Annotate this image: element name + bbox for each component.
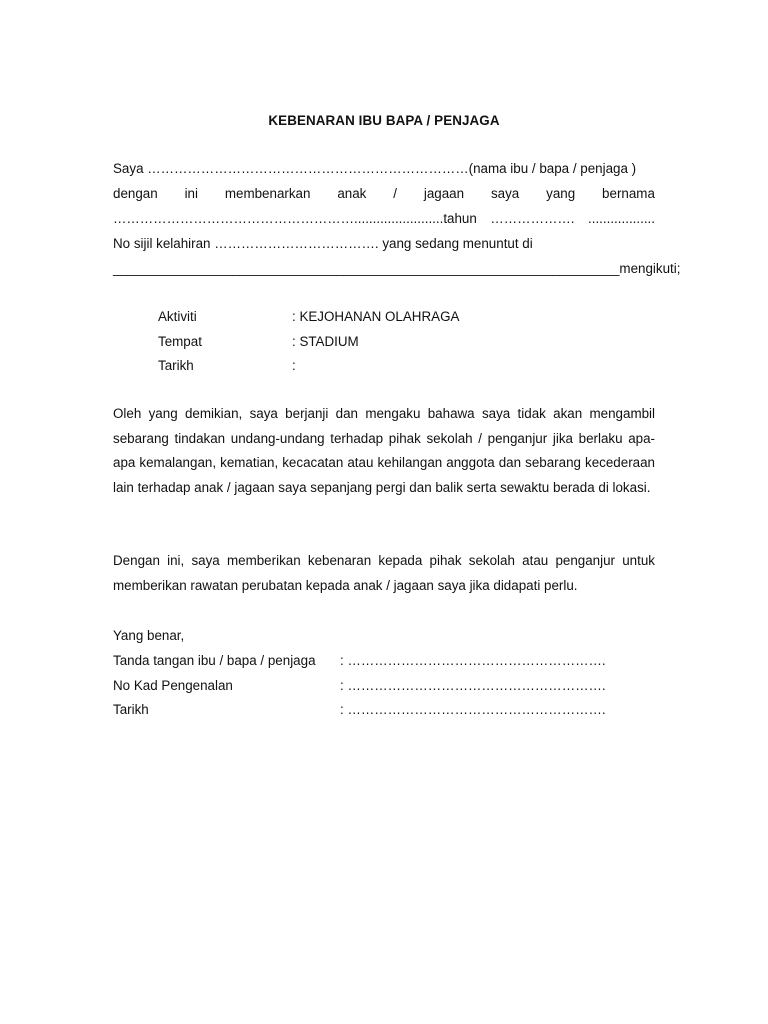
ic-number-blank: : …………………………………………………. xyxy=(340,678,606,693)
detail-value: : STADIUM xyxy=(292,334,359,349)
school-line-end: mengikuti; xyxy=(619,261,681,276)
liability-paragraph: Oleh yang demikian, saya berjanji dan mengaku bahawa saya tidak akan mengambil sebarang tindakan undang-undang terhadap pihak sekolah / penganjur jika berlaku apa-apa kemalangan, kematian, kecacatan atau kehilangan anggota dan sebarang kecederaan lain terhadap anak / jagaan saya sepanjang pergi dan balik serta sewaktu berada di lokasi. xyxy=(113,406,655,495)
school-blank: ____________________________________________________________________ xyxy=(113,261,620,276)
child-name-blank: ………………………………………………........................tahun xyxy=(113,211,477,226)
consent-word: ini xyxy=(184,186,198,201)
consent-word: membenarkan xyxy=(224,186,311,201)
detail-value: : xyxy=(292,358,296,373)
school-line xyxy=(113,260,681,278)
detail-row-venue xyxy=(158,333,558,351)
extra-blank: .................. xyxy=(588,211,655,226)
detail-value: : KEJOHANAN OLAHRAGA xyxy=(292,309,460,324)
document-title: KEBENARAN IBU BAPA / PENJAGA xyxy=(268,113,500,128)
child-name-age-line xyxy=(113,210,655,228)
consent-statement-line xyxy=(113,185,655,203)
birth-cert-line: No sijil kelahiran ………………………………. yang sedang menuntut di xyxy=(113,236,533,251)
detail-label: Aktiviti xyxy=(158,309,197,324)
detail-row-date xyxy=(158,357,558,375)
medical-consent-paragraph: Dengan ini, saya memberikan kebenaran kepada pihak sekolah atau penganjur untuk memberikan rawatan perubatan kepada anak / jagaan saya jika didapati perlu. xyxy=(113,553,655,593)
consent-word: / xyxy=(393,186,397,201)
ic-number-label: No Kad Pengenalan xyxy=(113,678,233,693)
consent-word: jagaan xyxy=(423,186,465,201)
detail-row-activity xyxy=(158,308,558,326)
consent-word: yang xyxy=(546,186,576,201)
consent-word: dengan xyxy=(113,186,158,201)
age-blank: ………………. xyxy=(490,211,575,226)
signature-label: Tanda tangan ibu / bapa / penjaga xyxy=(113,653,316,668)
signature-date-label: Tarikh xyxy=(113,702,149,717)
parent-name-line: Saya ………………………………………………………………(nama ibu / bapa / penjaga ) xyxy=(113,161,637,176)
detail-label: Tarikh xyxy=(158,358,194,373)
signature-row xyxy=(113,652,655,670)
consent-word: saya xyxy=(490,186,520,201)
detail-label: Tempat xyxy=(158,334,202,349)
signature-date-blank: : …………………………………………………. xyxy=(340,702,606,717)
closing-salutation: Yang benar, xyxy=(113,628,185,643)
signature-blank: : …………………………………………………. xyxy=(340,653,606,668)
ic-number-row xyxy=(113,677,655,695)
signature-date-row xyxy=(113,701,655,719)
consent-word: anak xyxy=(337,186,367,201)
consent-word: bernama xyxy=(602,186,655,201)
